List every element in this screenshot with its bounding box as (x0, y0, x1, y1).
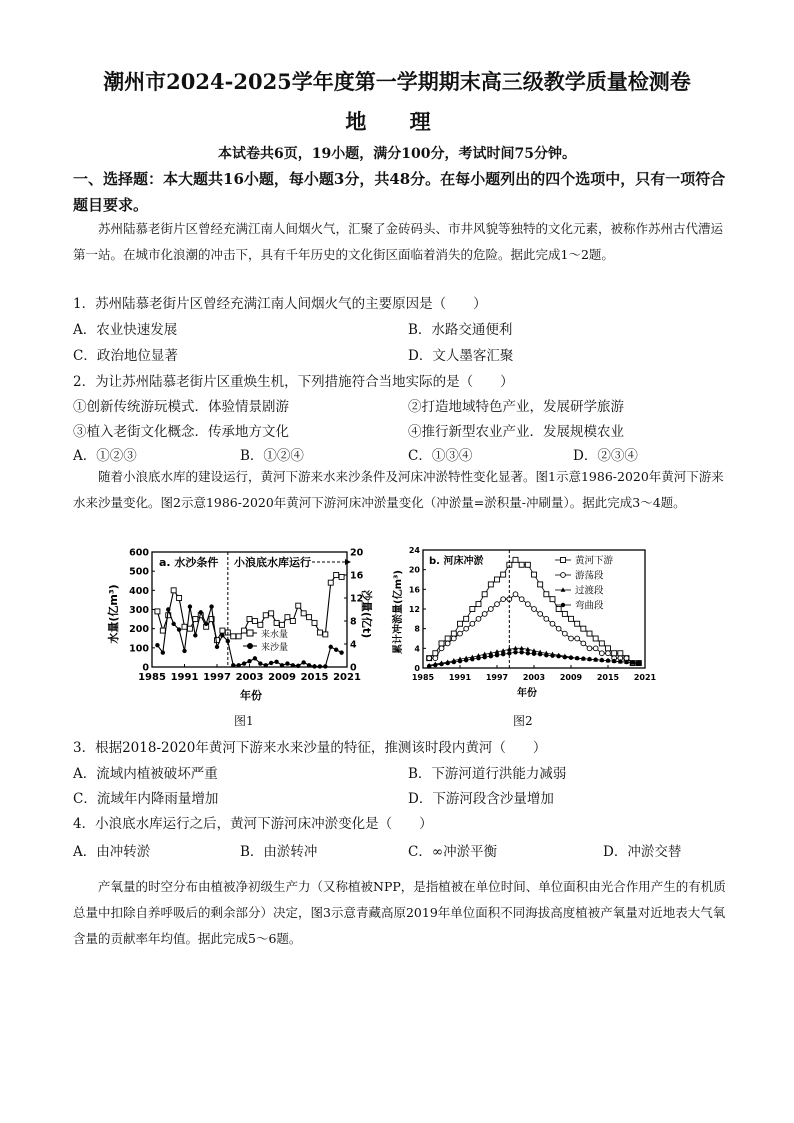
fig1-ylabel-right: 沙量(亿t) (360, 589, 373, 639)
fig2-point (550, 654, 554, 658)
fig2-point (575, 656, 579, 660)
fig2-ytick-label: 0 (414, 664, 420, 673)
fig2-point (618, 659, 622, 663)
fig2-point (532, 652, 536, 656)
fig1-legend-water: 来水量 (261, 630, 289, 640)
fig1-point (155, 609, 160, 614)
fig2-point (501, 597, 506, 602)
fig1-point (177, 627, 181, 631)
fig1-point (301, 611, 306, 616)
q4-option-c: C．∞冲淤平衡 (408, 844, 498, 860)
fig1-xtick-label: 2015 (300, 672, 329, 683)
fig1-series-line (157, 607, 341, 667)
fig1-point (312, 664, 316, 668)
fig1-y2tick-label: 12 (350, 593, 364, 605)
passage-3: 产氧量的时空分布由植被净初级生产力（又称植被NPP，是指植被在单位时间、单位面积由光合作用产生的有机质总量中扣除自养呼吸后的剩余部分）决定，图3示意青藏高原2019年单位面积不同海拔高度植被产氧量对近地表大气氧含量的贡献率年均值。据此完成5～6题。 (73, 879, 726, 946)
fig1-annotation: 小浪底水库运行 (234, 556, 311, 569)
fig2-xtick-label: 1985 (411, 673, 435, 682)
fig2-point (495, 602, 500, 607)
q4-option-b: B．由淤转冲 (240, 844, 318, 860)
fig1-point (193, 617, 198, 622)
fig2-xtick-label: 2021 (633, 673, 657, 682)
fig2-point (519, 562, 524, 567)
q3-option-a: A．流域内植被破坏严重 (73, 766, 218, 782)
question-3-stem: 3．根据2018-2020年黄河下游来水来沙量的特征，推测该时段内黄河（ ） (73, 740, 547, 756)
fig1-point (182, 649, 186, 653)
section-heading: 一、选择题：本大题共16小题，每小题3分，共48分。在每小题列出的四个选项中，只有一项符合题目要求。 (73, 170, 726, 214)
exam-subject: 地 理 (345, 109, 449, 134)
fig1-point (285, 661, 289, 665)
fig2-point (439, 662, 443, 666)
fig1-point (323, 664, 327, 668)
figure-2-chart (385, 544, 655, 709)
fig2-point (544, 653, 548, 657)
fig2-legend-marker (561, 587, 566, 591)
fig2-point (458, 659, 462, 663)
fig1-point (155, 643, 159, 647)
fig1-y2tick-label: 4 (350, 639, 357, 651)
fig1-ytick-label: 400 (129, 585, 149, 597)
fig2-point (470, 621, 475, 626)
fig1-point (307, 663, 311, 667)
fig1-point (247, 617, 252, 622)
fig1-point (285, 615, 290, 620)
fig1-point (231, 663, 235, 667)
fig1-point (166, 607, 170, 611)
fig2-point (538, 582, 543, 587)
fig1-point (171, 588, 176, 593)
fig2-point (433, 656, 438, 661)
fig2-point (433, 663, 437, 667)
fig1-point (252, 619, 257, 624)
fig2-point (550, 621, 555, 626)
fig2-legend-marker (561, 558, 566, 563)
fig2-point (569, 655, 573, 659)
fig2-point (452, 660, 456, 664)
fig2-legend-marker (561, 573, 566, 578)
q1-option-b: B．水路交通便利 (408, 322, 513, 338)
exam-title: 潮州市2024-2025学年度第一学期期末高三级教学质量检测卷 (103, 69, 691, 94)
figure-1-caption: 图1 (234, 714, 254, 728)
fig2-point (562, 611, 567, 616)
fig2-ytick-label: 16 (408, 585, 420, 595)
fig2-point (464, 616, 469, 621)
fig2-point (439, 646, 444, 651)
fig2-point (593, 657, 597, 661)
q2-option-a: A．①②③ (73, 448, 137, 464)
fig1-point (253, 656, 257, 660)
fig2-point (637, 661, 641, 665)
q3-option-d: D．下游河段含沙量增加 (408, 791, 554, 807)
fig1-point (182, 624, 187, 629)
fig2-xtick-label: 2015 (596, 673, 620, 682)
fig1-point (317, 630, 322, 635)
fig2-point (606, 658, 610, 662)
fig2-point (470, 607, 475, 612)
fig1-point (264, 663, 268, 667)
fig2-point (525, 602, 530, 607)
fig2-ytick-label: 4 (414, 644, 420, 654)
fig2-point (519, 650, 523, 654)
question-2-stem: 2．为让苏州陆慕老街片区重焕生机，下列措施符合当地实际的是（ ） (73, 374, 514, 390)
fig2-point (489, 654, 493, 658)
fig2-legend-label: 游荡段 (575, 570, 604, 582)
fig2-point (563, 655, 567, 659)
fig1-point (199, 610, 203, 614)
fig2-point (569, 616, 574, 621)
fig2-point (593, 646, 598, 651)
fig2-point (532, 572, 537, 577)
fig2-point (550, 597, 555, 602)
fig1-point (231, 634, 236, 639)
fig1-point (209, 604, 213, 608)
fig1-point (242, 628, 247, 633)
fig1-point (269, 661, 273, 665)
q1-option-c: C．政治地位显著 (73, 348, 178, 364)
fig1-point (291, 663, 295, 667)
fig2-legend-label: 过渡段 (575, 585, 604, 597)
fig2-point (513, 650, 517, 654)
fig2-point (526, 651, 530, 655)
q2-option-c: C．①③④ (408, 448, 473, 464)
fig2-point (451, 636, 456, 641)
fig1-point (339, 650, 343, 654)
fig2-point (599, 651, 604, 656)
fig2-point (464, 626, 469, 631)
fig1-point (301, 660, 305, 664)
fig2-point (581, 656, 585, 660)
fig2-point (482, 612, 487, 617)
fig1-ytick-label: 0 (142, 662, 149, 674)
fig1-xtick-label: 1985 (138, 672, 166, 683)
question-1-stem: 1．苏州陆慕老街片区曾经充满江南人间烟火气的主要原因是（ ） (73, 296, 487, 312)
fig2-xtick-label: 1991 (448, 673, 472, 682)
passage-1: 苏州陆慕老街片区曾经充满江南人间烟火气，汇聚了金砖码头、市井风貌等独特的文化元素，被称作苏州古代漕运第一站。在城市化浪潮的冲击下，具有千年历史的文化街区面临着消失的危险。据此完成1～2题。 (73, 221, 724, 262)
fig2-point (501, 572, 506, 577)
q2-statement-2: ②打造地域特色产业，发展研学旅游 (408, 399, 624, 415)
fig1-point (220, 628, 225, 633)
fig2-point (451, 631, 456, 636)
fig2-point (556, 654, 560, 658)
fig2-point (525, 562, 530, 567)
fig2-ytick-label: 12 (408, 605, 420, 614)
fig1-point (318, 664, 322, 668)
fig2-ytick-label: 24 (408, 546, 420, 555)
fig2-point (581, 641, 586, 646)
fig1-point (296, 603, 301, 608)
fig2-legend-marker (561, 603, 565, 607)
fig2-point (513, 592, 518, 597)
fig1-ytick-label: 300 (129, 605, 149, 616)
fig2-xtick-label: 2003 (522, 673, 546, 682)
fig1-point (236, 634, 241, 639)
fig1-y2tick-label: 20 (350, 547, 364, 559)
fig2-point (556, 626, 561, 631)
fig1-point (274, 660, 278, 664)
fig1-point (204, 622, 208, 626)
fig1-point (258, 661, 262, 665)
fig1-xtick-label: 1997 (203, 672, 231, 683)
q4-option-d: D．冲淤交替 (603, 844, 682, 860)
fig1-point (177, 596, 182, 601)
fig2-point (587, 657, 591, 661)
fig1-point (334, 573, 339, 578)
fig2-point (458, 621, 463, 626)
fig2-point (575, 636, 580, 641)
fig1-point (171, 622, 175, 626)
fig1-point (334, 648, 338, 652)
fig1-point (236, 663, 240, 667)
fig1-panel-label: a. 水沙条件 (159, 556, 219, 569)
fig2-point (482, 592, 487, 597)
passage-2: 随着小浪底水库的建设运行，黄河下游来水来沙条件及河床冲淤特性变化显著。图1示意1986-2020年黄河下游来水来沙量变化。图2示意1986-2020年黄河下游河床冲淤量变化（冲淤量=淤积量-冲刷量）。据此完成3～4题。 (73, 469, 724, 510)
fig1-point (269, 611, 274, 616)
figure-1 (107, 544, 373, 728)
fig2-point (593, 636, 598, 641)
fig1-ytick-label: 100 (129, 643, 149, 655)
fig2-point (612, 659, 616, 663)
fig1-point (242, 661, 246, 665)
q3-option-b: B．下游河道行洪能力减弱 (408, 766, 567, 782)
fig1-point (193, 633, 197, 637)
fig2-point (562, 631, 567, 636)
fig1-xtick-label: 2009 (268, 672, 296, 683)
fig2-point (476, 656, 480, 660)
fig1-point (312, 620, 317, 625)
fig2-point (476, 602, 481, 607)
fig2-panel-label: b. 河床冲淤 (429, 556, 484, 567)
fig2-point (445, 636, 450, 641)
fig1-y2tick-label: 16 (350, 570, 364, 582)
fig2-point (544, 616, 549, 621)
fig2-point (581, 626, 586, 631)
fig1-point (328, 580, 333, 585)
fig2-point (630, 660, 634, 664)
fig1-point (290, 619, 295, 624)
question-4-stem: 4．小浪底水库运行之后，黄河下游河床冲淤变化是（ ） (73, 816, 433, 832)
exam-note: 本试卷共6页，19小题，满分100分，考试时间75分钟。 (218, 146, 576, 162)
fig2-point (519, 597, 524, 602)
fig1-point (258, 622, 263, 627)
fig2-point (532, 607, 537, 612)
q2-statement-3: ③植入老街文化概念．传承地方文化 (73, 424, 289, 440)
fig2-xlabel: 年份 (517, 688, 537, 699)
fig1-ytick-label: 600 (129, 547, 149, 559)
fig1-legend-water-marker (247, 630, 253, 636)
q2-statement-4: ④推行新型农业产业．发展规模农业 (408, 424, 624, 440)
fig1-point (339, 574, 344, 579)
figure-1-chart (107, 544, 373, 709)
fig2-point (476, 616, 481, 621)
fig2-point (458, 631, 463, 636)
fig2-point (439, 641, 444, 646)
fig2-point (575, 621, 580, 626)
fig1-legend-sand-marker (247, 643, 253, 649)
fig2-point (513, 557, 518, 562)
fig1-y2tick-label: 0 (350, 662, 357, 674)
fig2-point (599, 641, 604, 646)
fig2-point (587, 631, 592, 636)
fig1-ytick-label: 500 (129, 566, 149, 578)
fig1-xtick-label: 2021 (333, 672, 361, 683)
fig2-ylabel: 累计冲淤量(亿m³) (393, 570, 404, 654)
q4-option-a: A．由冲转淤 (73, 844, 151, 860)
fig2-legend-label: 弯曲段 (575, 600, 604, 612)
fig1-xtick-label: 2003 (235, 672, 264, 683)
fig1-ylabel-left: 水量(亿m³) (107, 584, 120, 644)
fig2-point (427, 664, 431, 668)
figure-2 (385, 544, 657, 728)
figure-2-caption: 图2 (513, 714, 533, 728)
fig2-point (427, 656, 432, 661)
fig2-point (569, 636, 574, 641)
fig2-point (501, 652, 505, 656)
fig2-point (587, 646, 592, 651)
fig1-xlabel: 年份 (240, 689, 262, 702)
fig1-xtick-label: 1991 (170, 672, 199, 683)
fig2-point (495, 577, 500, 582)
fig1-point (329, 645, 333, 649)
fig2-point (488, 607, 493, 612)
fig1-point (247, 659, 251, 663)
fig1-point (187, 626, 192, 631)
fig1-point (188, 604, 192, 608)
fig2-xtick-label: 2009 (559, 673, 583, 682)
q2-option-d: D．②③④ (573, 448, 638, 464)
fig1-point (160, 628, 165, 633)
fig2-point (482, 655, 486, 659)
fig1-point (263, 613, 268, 618)
fig2-point (464, 658, 468, 662)
fig2-point (488, 582, 493, 587)
fig2-point (612, 651, 617, 656)
fig2-point (600, 658, 604, 662)
q1-option-a: A．农业快速发展 (73, 322, 178, 338)
fig2-ytick-label: 8 (414, 624, 420, 634)
fig2-point (470, 657, 474, 661)
fig2-point (445, 661, 449, 665)
fig1-legend-sand: 来沙量 (261, 643, 289, 653)
fig2-legend-label: 黄河下游 (575, 555, 614, 567)
fig2-point (538, 652, 542, 656)
fig1-point (274, 620, 279, 625)
fig2-point (606, 646, 611, 651)
fig1-point (323, 632, 328, 637)
fig1-point (220, 633, 224, 637)
fig2-point (606, 651, 611, 656)
fig2-ytick-label: 20 (408, 565, 420, 575)
fig1-arrowhead (345, 559, 351, 565)
fig2-point (538, 612, 543, 617)
fig1-point (307, 615, 312, 620)
fig1-point (280, 663, 284, 667)
fig1-y2tick-label: 8 (350, 616, 357, 628)
fig2-xtick-label: 1997 (485, 673, 509, 682)
q2-option-b: B．①②④ (240, 448, 304, 464)
q1-option-d: D．文人墨客汇聚 (408, 348, 514, 364)
fig2-point (556, 607, 561, 612)
q3-option-c: C．流域年内降雨量增加 (73, 791, 219, 807)
fig1-point (161, 650, 165, 654)
fig1-point (296, 664, 300, 668)
fig2-point (495, 653, 499, 657)
fig2-point (544, 592, 549, 597)
fig2-point (624, 660, 628, 664)
q2-statement-1: ①创新传统游玩模式．体验情景剧游 (73, 399, 289, 415)
fig2-point (445, 641, 450, 646)
fig1-point (280, 622, 285, 627)
fig1-ytick-label: 200 (129, 624, 149, 636)
fig2-point (618, 651, 623, 656)
fig1-point (215, 645, 219, 649)
